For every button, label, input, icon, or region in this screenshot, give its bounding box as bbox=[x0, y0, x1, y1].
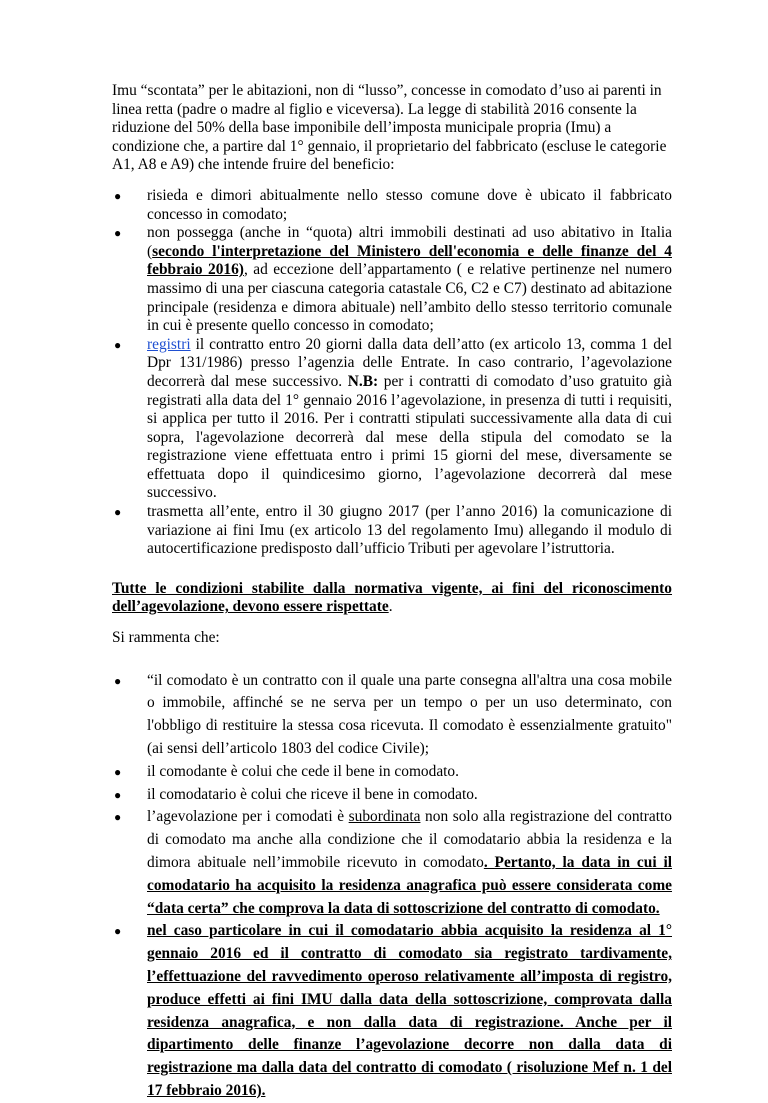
list-item bbox=[112, 806, 672, 920]
subordinata-word: subordinata bbox=[348, 808, 421, 826]
reminder-intro: Si rammenta che: bbox=[112, 629, 220, 647]
bullet-icon: ● bbox=[114, 673, 122, 688]
reminders-list bbox=[112, 670, 672, 1103]
bullet-icon: ● bbox=[114, 505, 122, 520]
bullet-icon: ● bbox=[114, 787, 122, 802]
notice-text: Tutte le condizioni stabilite dalla normativa vigente, ai fini del riconoscimento dell’agevolazione, devono essere rispettate bbox=[112, 579, 672, 616]
list-item bbox=[112, 670, 672, 761]
bullet-icon: ● bbox=[114, 188, 122, 203]
bullet-icon: ● bbox=[114, 810, 122, 825]
bullet-icon: ● bbox=[114, 924, 122, 939]
reminder-definition: “il comodato è un contratto con il quale una parte consegna all'altra una cosa mobile o immobile, affinché se ne serva per un tempo o per un uso determinato, con l'obbligo di restituire la stessa cosa ricevuta. Il comodato è essenzialmente gratuito" (ai sensi dell’articolo 1803 del codice Civile); bbox=[147, 671, 672, 758]
reminder-comodante: il comodante è colui che cede il bene in comodato. bbox=[147, 762, 459, 780]
reminder-comodatario: il comodatario è colui che riceve il bene in comodato. bbox=[147, 785, 478, 803]
condition-registration: il contratto entro 20 giorni dalla data dell’atto (ex articolo 13, comma 1 del Dpr 131/1986) presso l’agenzia delle Entrate. In caso contrario, l’agevolazione decorrerà dal mese successivo. bbox=[147, 335, 672, 390]
document-page bbox=[112, 82, 672, 1103]
condition-ownership: non possegga (anche in “quota) altri immobili destinati ad uso abitativo in Italia ( bbox=[147, 224, 672, 260]
reminder-special-case: nel caso particolare in cui il comodatario abbia acquisito la residenza al 1° gennaio 2016 ed il contratto di comodato sia registrato tardivamente, l’effettuazione del ravvedimento operoso relativamente all’imposta di registro, produce effetti ai fini IMU dalla data della sottoscrizione, comprovata dalla residenza anagrafica, e non dalla data di registrazione. Anche per il dipartimento delle finanze l’agevolazione decorre non dalla data di registrazione ma dalla data del contratto di comodato ( risoluzione Mef n. 1 del 17 febbraio 2016). bbox=[147, 922, 672, 1099]
intro-paragraph: Imu “scontata” per le abitazioni, non di “lusso”, concesse in comodato d’uso ai parenti in linea retta (padre o madre al figlio e viceversa). La legge di stabilità 2016 consente la riduzione del 50% della base imponibile dell’imposta municipale propria (Imu) a condizione che, a partire dal 1° gennaio, il proprietario del fabbricato (escluse le categorie A1, A8 e A9) che intende fruire del beneficio: bbox=[112, 82, 667, 174]
list-item bbox=[112, 187, 672, 224]
condition-registration-note: per i contratti di comodato d’uso gratuito già registrati alla data del 1° gennaio 2016 l’agevolazione, in presenza di tutti i requisiti, si applica per tutto il 2016. Per i contratti stipulati successivamente alla data di cui sopra, l'agevolazione decorrerà dal mese della stipula del comodato se la registrazione viene effettuata entro i primi 15 giorni del mese, diversamente se effettuata dopo il quindicesimo giorno, l’agevolazione decorrerà dal mese successivo. bbox=[147, 372, 673, 502]
list-item bbox=[112, 784, 672, 807]
list-item bbox=[112, 503, 672, 559]
list-item bbox=[112, 224, 672, 336]
list-item bbox=[112, 336, 672, 503]
condition-residence: risieda e dimori abitualmente nello stesso comune dove è ubicato il fabbricato concesso in comodato; bbox=[147, 186, 672, 223]
bullet-icon: ● bbox=[114, 764, 122, 779]
notice-end: . bbox=[388, 598, 393, 616]
bullet-icon: ● bbox=[114, 226, 122, 241]
notice-paragraph bbox=[112, 580, 672, 617]
condition-ownership-rest: , ad eccezione dell’appartamento ( e relative pertinenze nel numero massimo di una per ciascuna categoria catastale C6, C2 e C7) destinato ad abitazione principale (residenza e dimora abituale) nell’ambito dello stesso territorio comunale in cui è presente quello concesso in comodato; bbox=[147, 261, 672, 335]
reminder-certain-date: . Pertanto, la data in cui il comodatario ha acquisito la residenza anagrafica può essere considerata come “data certa” che comprova la data di sottoscrizione del contratto di comodato. bbox=[147, 854, 672, 917]
list-item bbox=[112, 761, 672, 784]
condition-communication: trasmetta all’ente, entro il 30 giugno 2017 (per l’anno 2016) la comunicazione di variazione ai fini Imu (ex articolo 13 del regolamento Imu) allegando il modulo di autocertificazione predisposto dall’ufficio Tributi per agevolare l’istruttoria. bbox=[147, 503, 672, 558]
ministry-interpretation: secondo l'interpretazione del Ministero dell'economia e delle finanze del 4 febbraio 2016) bbox=[147, 242, 672, 279]
reminder-condition-rest: non solo alla registrazione del contratto di comodato ma anche alla condizione che il comodatario abbia la residenza e la dimora abituale nell’immobile ricevuto in comodato bbox=[147, 808, 673, 871]
reminder-condition: l’agevolazione per i comodati è bbox=[147, 808, 349, 826]
list-item bbox=[112, 920, 672, 1102]
registri-link[interactable]: registri bbox=[147, 335, 191, 353]
nb-label: N.B: bbox=[347, 372, 379, 390]
conditions-list bbox=[112, 187, 672, 559]
bullet-icon: ● bbox=[114, 337, 122, 352]
